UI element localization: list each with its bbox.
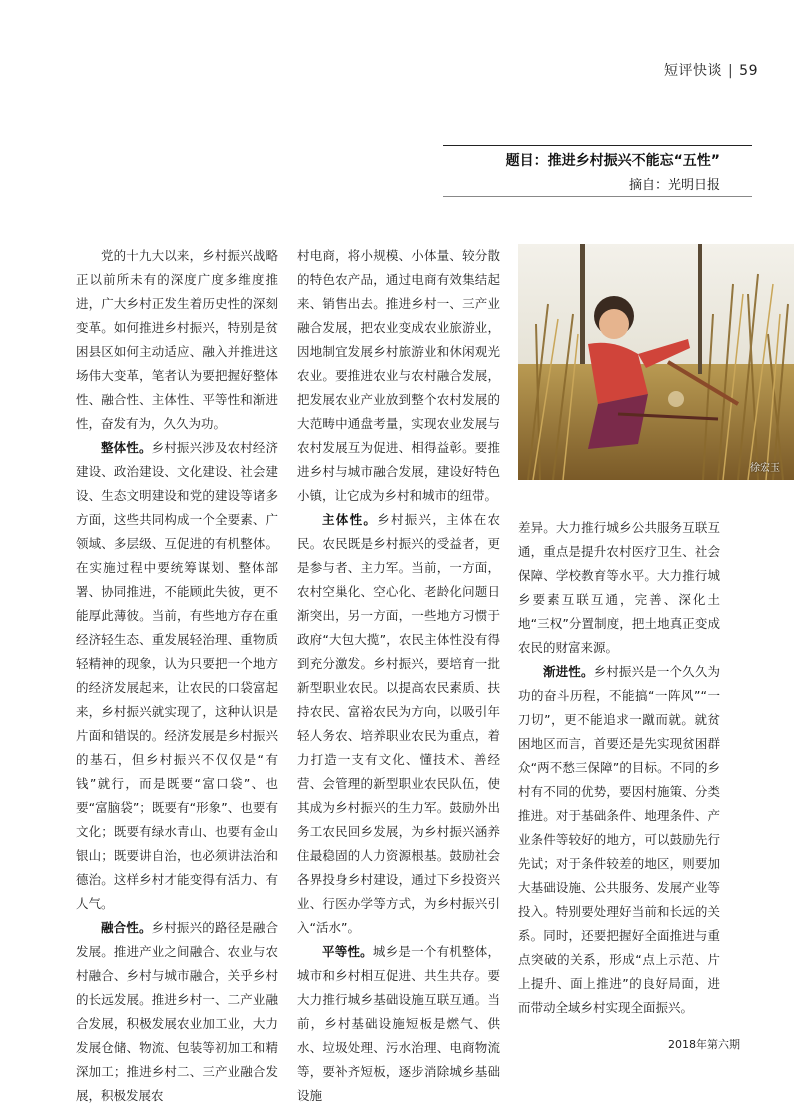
equality-paragraph: [297, 940, 500, 1108]
wholeness-keyword: 整体性。: [101, 440, 152, 455]
integration-continued: 村电商，将小规模、小体量、较分散的特色农产品，通过电商有效集结起来、销售出去。推进乡村一、三产业融合发展，把农业变成农业旅游业，因地制宜发展乡村旅游业和休闲观光农业。要推进农业与农村融合发展，把发展农业产业放到整个农村发展的大范畴中通盘考量，实现农业发展与农村发展互为促进、相得益彰。要推进乡村与城市融合发展，建设好特色小镇，让它成为乡村和城市的纽带。: [297, 248, 500, 503]
harvest-photo-illustration: [518, 244, 794, 480]
title-bottom-rule: [443, 196, 752, 197]
equality-keyword: 平等性。: [322, 944, 373, 959]
integration-text: 乡村振兴的路径是融合发展。推进产业之间融合、农业与农村融合、乡村与城市融合，关乎乡村的长远发展。推进乡村一、二产业融合发展，积极发展农业加工业，大力发展仓储、物流、包装等初加工和精深加工；推进乡村二、三产业融合发展，积极发展农: [76, 920, 278, 1103]
harvest-photo: [518, 244, 794, 480]
text-column-1: [76, 244, 278, 1108]
subject-keyword: 主体性。: [322, 512, 378, 527]
title-top-rule: [443, 145, 752, 146]
gradual-paragraph: [518, 660, 720, 1020]
wholeness-paragraph: [76, 436, 278, 916]
page-number: 59: [739, 63, 758, 79]
page-header: [664, 60, 758, 80]
equality-continued: 差异。大力推行城乡公共服务互联互通，重点是提升农村医疗卫生、社会保障、学校教育等水平。大力推行城乡要素互联互通，完善、深化土地“三权”分置制度，把土地真正变成农民的财富来源。: [518, 520, 720, 655]
equality-text: 城乡是一个有机整体，城市和乡村相互促进、共生共存。要大力推行城乡基础设施互联互通。当前，乡村基础设施短板是燃气、供水、垃圾处理、污水治理、电商物流等，要补齐短板，逐步消除城乡基础设施: [297, 944, 500, 1103]
section-name: 短评快谈: [663, 63, 722, 79]
article-title: 题目：推进乡村振兴不能忘“五性”: [505, 153, 720, 169]
subject-paragraph: [297, 508, 500, 940]
text-column-3: [518, 516, 720, 1020]
wholeness-text: 乡村振兴涉及农村经济建设、政治建设、文化建设、社会建设、生态文明建设和党的建设等诸多方面，这些共同构成一个全要素、广领域、多层级、互促进的有机整体。在实施过程中要统筹谋划、整体部署、协同推进，不能顾此失彼，更不能厚此薄彼。当前，有些地方存在重经济轻生态、重发展轻治理、重物质轻精神的现象，认为只要把一个地方的经济发展起来，让农民的口袋富起来，乡村振兴就实现了，这种认识是片面和错误的。经济发展是乡村振兴的基石，但乡村振兴不仅仅是“有钱”就行，而是既要“富口袋”、也要“富脑袋”；既要有“形象”、也要有文化；既要有绿水青山、也要有金山银山；既要讲自治，也必须讲法治和德治。这样乡村才能变得有活力、有人气。: [76, 440, 278, 911]
integration-paragraph: [76, 916, 278, 1108]
issue-footer: 2018年第六期: [668, 1038, 740, 1051]
article-source: 摘自：光明日报: [628, 178, 720, 193]
gradual-text: 乡村振兴是一个久久为功的奋斗历程，不能搞“一阵风”“一刀切”，更不能追求一蹴而就。就贫困地区而言，首要还是先实现贫困群众“两不愁三保障”的目标。不同的乡村有不同的优势，要因村施策、分类推进。对于基础条件、地理条件、产业条件等较好的地方，可以鼓励先行先试；对于条件较差的地区，则要加大基础设施、公共服务、发展产业等投入。特别要处理好当前和长远的关系。同时，还要把握好全面推进与重点突破的关系，形成“点上示范、片上提升、面上推进”的良好局面，进而带动全域乡村实现全面振兴。: [518, 664, 720, 1015]
article-title-block: [443, 150, 720, 197]
header-separator: |: [727, 63, 734, 79]
integration-keyword: 融合性。: [101, 920, 152, 935]
photo-credit: 徐宏玉: [750, 463, 780, 474]
text-column-2: [297, 244, 500, 1108]
intro-paragraph: 党的十九大以来，乡村振兴战略正以前所未有的深度广度多维度推进，广大乡村正发生着历史性的深刻变革。如何推进乡村振兴，特别是贫困县区如何主动适应、融入并推进这场伟大变革，笔者认为要把握好整体性、融合性、主体性、平等性和渐进性，奋发有为，久久为功。: [76, 248, 278, 431]
gradual-keyword: 渐进性。: [543, 664, 594, 679]
subject-text: 乡村振兴，主体在农民。农民既是乡村振兴的受益者，更是参与者、主力军。当前，一方面，农村空巢化、空心化、老龄化问题日渐突出，另一方面，一些地方习惯于政府“大包大揽”，农民主体性没有得到充分激发。乡村振兴，要培育一批新型职业农民。以提高农民素质、扶持农民、富裕农民为方向，以吸引年轻人务农、培养职业农民为重点，着力打造一支有文化、懂技术、善经营、会管理的新型职业农民队伍，使其成为乡村振兴的生力军。鼓励外出务工农民回乡发展，为乡村振兴涵养住最稳固的人力资源根基。鼓励社会各界投身乡村建设，通过下乡投资兴业、行医办学等方式，为乡村振兴引入“活水”。: [297, 512, 500, 935]
